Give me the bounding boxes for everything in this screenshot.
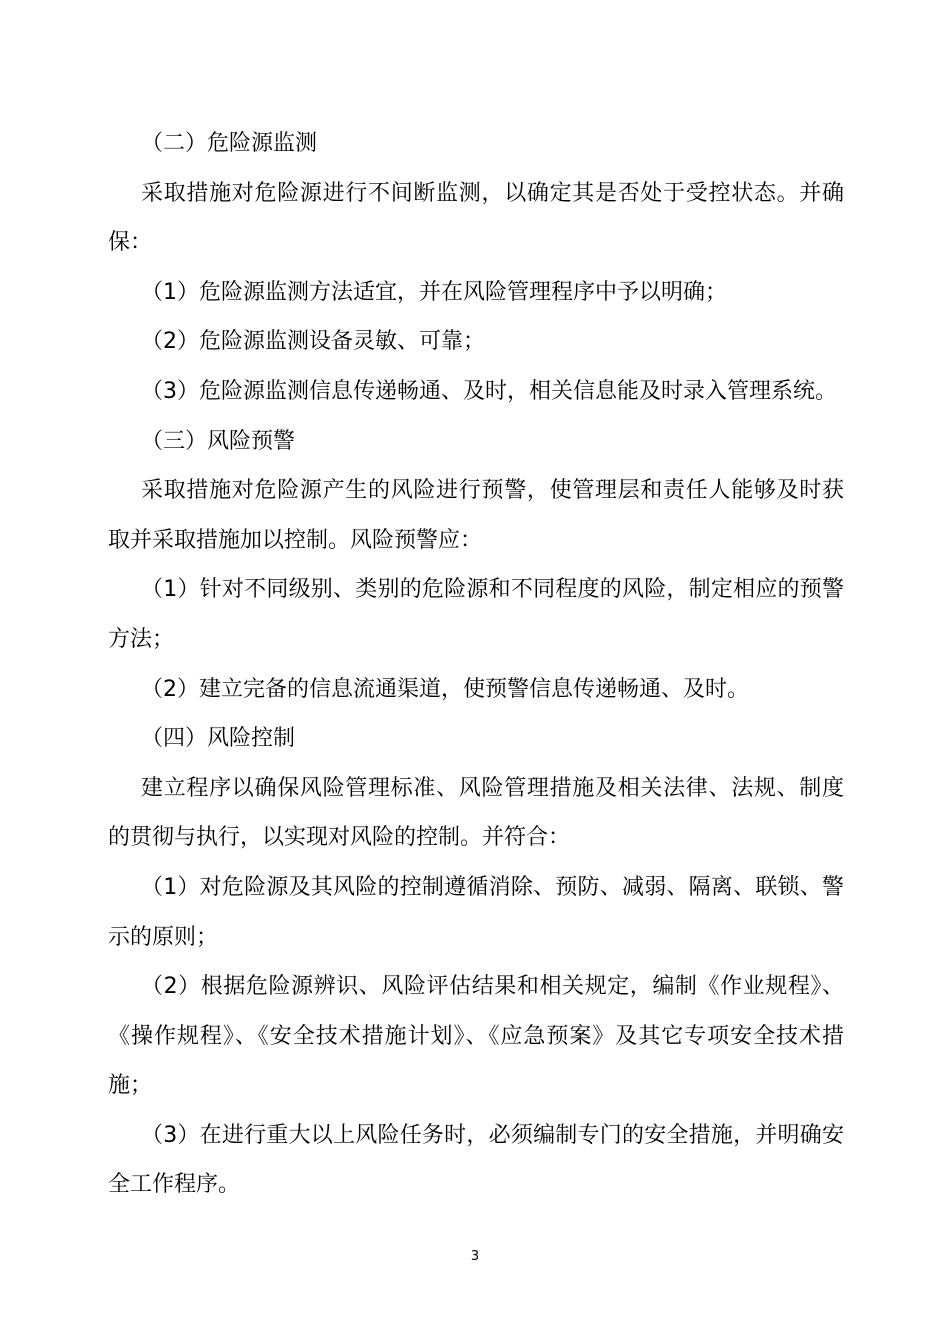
- section-heading-risk-control: （四）风险控制: [141, 726, 296, 752]
- paragraph-control-intro: 建立程序以确保风险管理标准、风险管理措施及相关法律、法规、制度的贯彻与执行，以实现对风险的控制。并符合：: [108, 775, 844, 851]
- list-item-control-1: （1）对危险源及其风险的控制遵循消除、预防、减弱、隔离、联锁、警示的原则；: [108, 874, 844, 950]
- section-heading-risk-warning: （三）风险预警: [141, 428, 296, 454]
- list-item-monitoring-2: （2）危险源监测设备灵敏、可靠；: [141, 329, 485, 355]
- paragraph-monitoring-intro: 采取措施对危险源进行不间断监测，以确定其是否处于受控状态。并确保：: [108, 180, 844, 256]
- list-item-warning-2: （2）建立完备的信息流通渠道，使预警信息传递畅通、及时。: [141, 676, 749, 702]
- list-item-monitoring-1: （1）危险源监测方法适宜，并在风险管理程序中予以明确；: [141, 279, 727, 305]
- list-item-control-2: （2）根据危险源辨识、风险评估结果和相关规定，编制《作业规程》、《操作规程》、《安全技术措施计划》、《应急预案》及其它专项安全技术措施；: [108, 974, 844, 1099]
- list-item-warning-1: （1）针对不同级别、类别的危险源和不同程度的风险，制定相应的预警方法；: [108, 577, 844, 652]
- page-number: 3: [470, 1249, 480, 1264]
- list-item-control-3: （3）在进行重大以上风险任务时，必须编制专门的安全措施，并明确安全工作程序。: [108, 1122, 844, 1198]
- document-body: [108, 119, 844, 1210]
- list-item-monitoring-3: （3）危险源监测信息传递畅通、及时，相关信息能及时录入管理系统。: [141, 378, 837, 404]
- paragraph-warning-intro: 采取措施对危险源产生的风险进行预警，使管理层和责任人能够及时获取并采取措施加以控制。风险预警应：: [108, 478, 844, 553]
- section-heading-hazard-monitoring: （二）危险源监测: [141, 131, 318, 156]
